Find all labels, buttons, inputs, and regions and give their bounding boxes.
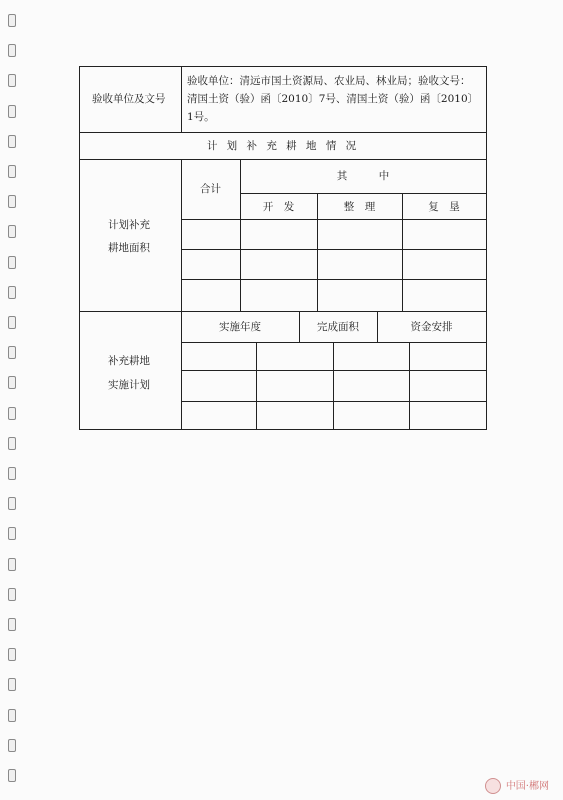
binder-hole [8, 346, 16, 359]
sub-col-zhengli: 整 理 [343, 201, 376, 213]
implementation-label-line2: 实施计划 [108, 379, 150, 391]
binder-hole [8, 135, 16, 148]
plan-area-label-line2: 耕地面积 [108, 242, 150, 254]
binder-hole [8, 648, 16, 661]
binder-hole [8, 195, 16, 208]
binder-hole [8, 769, 16, 782]
binder-hole [8, 407, 16, 420]
binder-hole [8, 14, 16, 27]
sub-col-fuken: 复 垦 [428, 201, 460, 213]
watermark-logo-icon [485, 778, 501, 794]
header-funding: 资金安排 [410, 321, 453, 333]
section-title: 计 划 补 充 耕 地 情 况 [206, 140, 360, 152]
col-total: 合计 [200, 183, 221, 195]
binder-hole [8, 165, 16, 178]
implementation-label-line1: 补充耕地 [108, 355, 150, 367]
binder-hole [8, 376, 16, 389]
sub-col-kaifa: 开 发 [262, 201, 295, 213]
header-implementation-year: 实施年度 [219, 321, 261, 333]
acceptance-content-line1: 验收单位：清远市国土资源局、农业局、林业局；验收文号： [187, 75, 471, 87]
binder-hole [8, 588, 16, 601]
binder-hole [8, 497, 16, 510]
acceptance-content-line3: 1号。 [187, 111, 215, 123]
acceptance-content-line2: 清国土资（验）函〔2010〕7号、清国土资（验）函〔2010〕 [187, 93, 479, 105]
acceptance-label: 验收单位及文号 [92, 93, 166, 105]
binder-hole [8, 74, 16, 87]
plan-area-label-line1: 计划补充 [108, 219, 150, 231]
header-completed-area: 完成面积 [317, 321, 359, 333]
binder-hole [8, 558, 16, 571]
binder-hole [8, 256, 16, 269]
binder-hole [8, 105, 16, 118]
binder-hole [8, 678, 16, 691]
binder-hole [8, 44, 16, 57]
farmland-table [79, 66, 487, 430]
binder-hole [8, 437, 16, 450]
binder-hole [8, 527, 16, 540]
binder-hole [8, 316, 16, 329]
binder-hole [8, 225, 16, 238]
watermark-text: 中国·郴网 [505, 781, 549, 792]
binder-hole [8, 739, 16, 752]
col-group-qizhong: 其 中 [336, 170, 390, 182]
binder-hole [8, 709, 16, 722]
binder-hole [8, 286, 16, 299]
binder-hole [8, 618, 16, 631]
binder-hole [8, 467, 16, 480]
